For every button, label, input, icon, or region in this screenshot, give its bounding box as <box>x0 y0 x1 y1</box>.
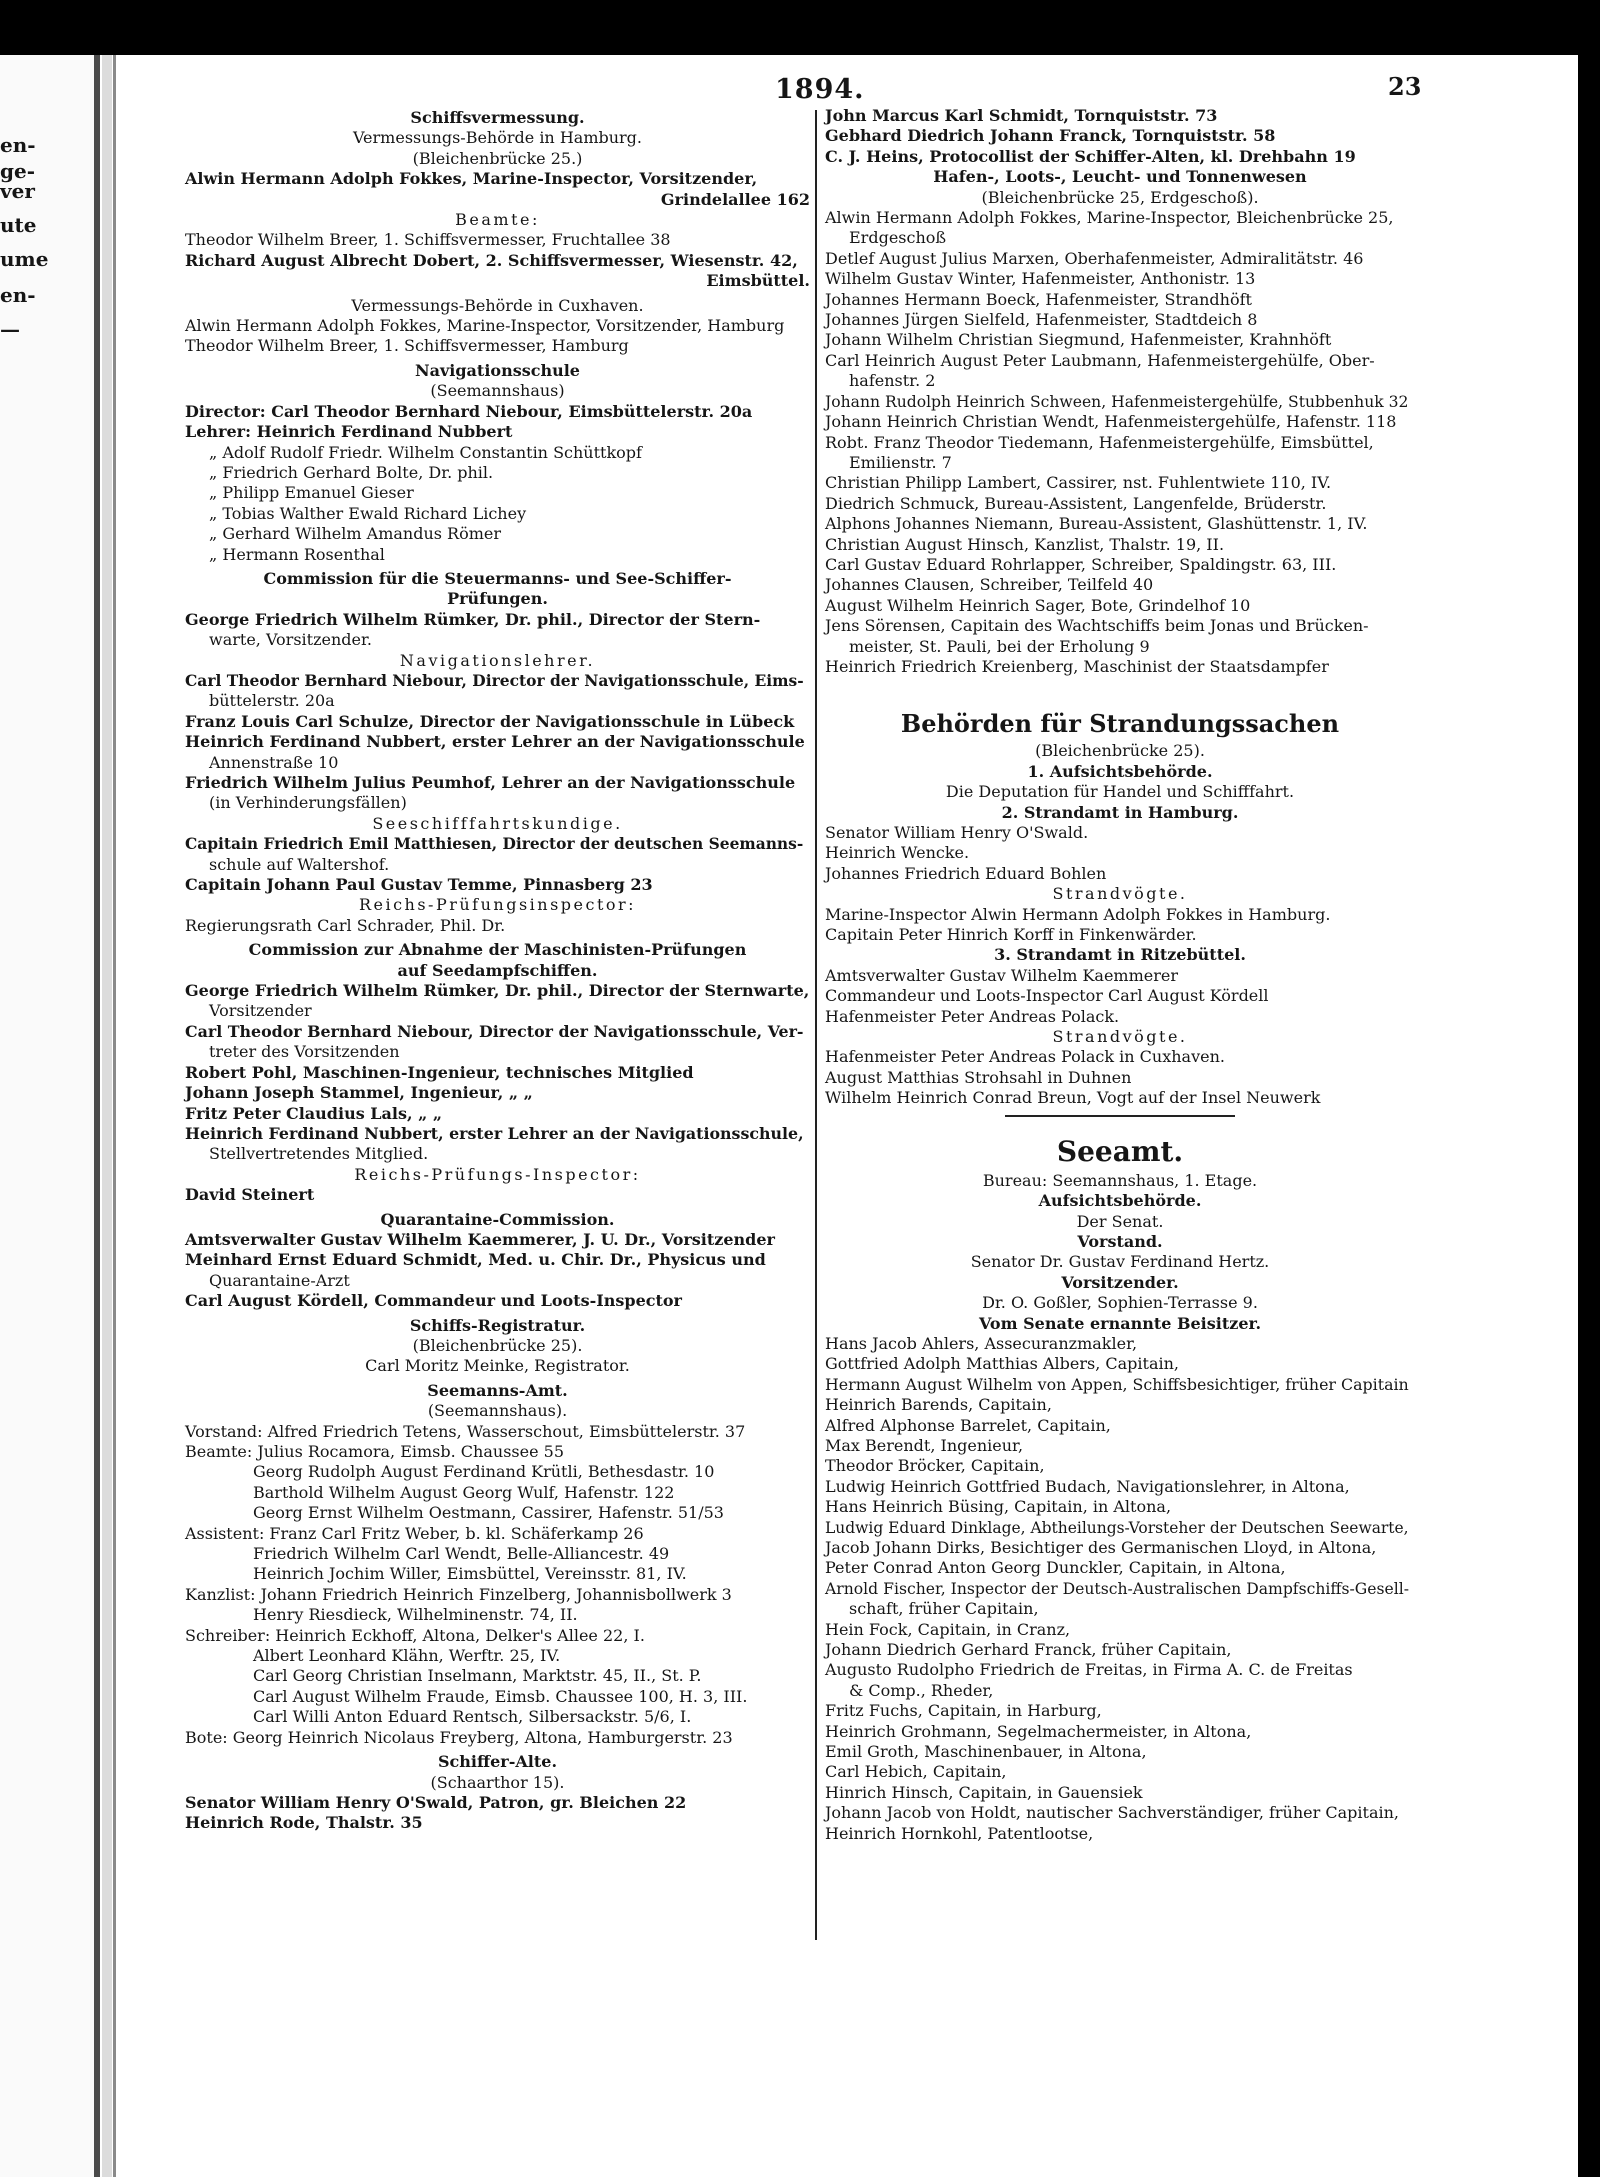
entry: Christian Philipp Lambert, Cassirer, nst. Fuhlentwiete 110, IV. <box>825 473 1332 493</box>
entry: Heinrich Grohmann, Segelmachermeister, in Altona, <box>825 1721 1252 1741</box>
entry: Vorstand: Alfred Friedrich Tetens, Wasserschout, Eimsbüttelerstr. 37 <box>185 1421 746 1441</box>
address: (Bleichenbrücke 25). <box>1035 741 1205 761</box>
entry: Theodor Wilhelm Breer, 1. Schiffsvermesser, Fruchtallee 38 <box>185 230 671 250</box>
entry: Heinrich Hornkohl, Patentlootse, <box>825 1823 1094 1843</box>
entry: Johannes Jürgen Sielfeld, Hafenmeister, Stadtdeich 8 <box>825 310 1258 330</box>
entry: Assistent: Franz Carl Fritz Weber, b. kl. Schäferkamp 26 <box>185 1523 644 1543</box>
entry: Carl Hebich, Capitain, <box>825 1762 1007 1782</box>
entry: Carl August Kördell, Commandeur und Loots-Inspector <box>185 1291 682 1311</box>
entry: Arnold Fischer, Inspector der Deutsch-Australischen Dampfschiffs-Gesell- <box>825 1579 1409 1598</box>
entry: George Friedrich Wilhelm Rümker, Dr. phil., Director der Sternwarte, <box>185 981 810 1001</box>
entry: Carl Georg Christian Inselmann, Marktstr. 45, II., St. P. <box>253 1666 702 1686</box>
entry: Amtsverwalter Gustav Wilhelm Kaemmerer <box>825 965 1178 985</box>
section-title: Schiffsvermessung. <box>410 108 585 127</box>
entry: Beamte: Julius Rocamora, Eimsb. Chaussee 55 <box>185 1442 564 1461</box>
entry: Johann Wilhelm Christian Siegmund, Hafenmeister, Krahnhöft <box>825 330 1332 350</box>
entry: Carl August Wilhelm Fraude, Eimsb. Chaussee 100, H. 3, III. <box>253 1686 748 1706</box>
section-title: Schiffs-Registratur. <box>409 1315 586 1335</box>
entry: Wilhelm Heinrich Conrad Breun, Vogt auf der Insel Neuwerk <box>825 1088 1321 1108</box>
entry: George Friedrich Wilhelm Rümker, Dr. phil., Director der Stern- <box>185 609 761 629</box>
address: (Seemannshaus). <box>427 1401 568 1421</box>
entry-continuation: Grindelallee 162 <box>660 189 810 209</box>
entry: Carl Theodor Bernhard Niebour, Director der Navigationsschule, Ver- <box>185 1021 804 1041</box>
entry: Heinrich Friedrich Kreienberg, Maschinist der Staatsdampfer <box>825 656 1329 676</box>
subsection-title: 2. Strandamt in Hamburg. <box>1001 802 1239 822</box>
entry: Capitain Johann Paul Gustav Temme, Pinnasberg 23 <box>185 875 653 895</box>
entry-continuation: Quarantaine-Arzt <box>209 1270 350 1290</box>
entry: Hein Fock, Capitain, in Cranz, <box>825 1619 1071 1639</box>
address: (Bleichenbrücke 25). <box>412 1335 583 1355</box>
subsection-title: Aufsichtsbehörde. <box>1038 1191 1202 1211</box>
entry: Heinrich Jochim Willer, Eimsbüttel, Vereinsstr. 81, IV. <box>253 1564 687 1584</box>
entry: John Marcus Karl Schmidt, Tornquiststr. 73 <box>825 106 1218 125</box>
entry: Hermann August Wilhelm von Appen, Schiffsbesichtiger, früher Capitain <box>825 1374 1409 1394</box>
entry: Kanzlist: Johann Friedrich Heinrich Finzelberg, Johannisbollwerk 3 <box>185 1584 732 1604</box>
entry: Ludwig Eduard Dinklage, Abtheilungs-Vorsteher der Deutschen Seewarte, <box>825 1518 1409 1537</box>
subsection-title: 1. Aufsichtsbehörde. <box>1027 761 1213 781</box>
entry: David Steinert <box>185 1185 315 1205</box>
subsection-label: Beamte: <box>455 210 540 230</box>
subsection-label: Reichs-Prüfungsinspector: <box>358 895 637 915</box>
right-column <box>825 106 1415 1844</box>
entry: Wilhelm Gustav Winter, Hafenmeister, Anthonistr. 13 <box>825 269 1256 289</box>
entry: Theodor Wilhelm Breer, 1. Schiffsvermesser, Hamburg <box>185 336 629 356</box>
address: Bureau: Seemannshaus, 1. Etage. <box>982 1170 1258 1190</box>
entry: Augusto Rudolpho Friedrich de Freitas, in Firma A. C. de Freitas <box>825 1660 1353 1680</box>
entry: Johannes Friedrich Eduard Bohlen <box>825 863 1107 883</box>
address: (Bleichenbrücke 25.) <box>412 148 583 168</box>
entry: Robt. Franz Theodor Tiedemann, Hafenmeistergehülfe, Eimsbüttel, <box>825 432 1374 452</box>
subsection-label: Navigationslehrer. <box>399 650 596 670</box>
entry: „ Hermann Rosenthal <box>209 544 385 564</box>
entry: Hafenmeister Peter Andreas Polack in Cuxhaven. <box>825 1047 1225 1067</box>
entry: Amtsverwalter Gustav Wilhelm Kaemmerer, J. U. Dr., Vorsitzender <box>185 1229 775 1249</box>
subsection-title: Vorstand. <box>1077 1231 1163 1251</box>
address: (Seemannshaus) <box>430 381 565 401</box>
entry: C. J. Heins, Protocollist der Schiffer-Alten, kl. Drehbahn 19 <box>825 146 1356 166</box>
entry: Capitain Peter Hinrich Korff in Finkenwärder. <box>825 925 1197 945</box>
subsection-title: 3. Strandamt in Ritzebüttel. <box>994 945 1246 965</box>
entry: Senator William Henry O'Swald. <box>825 823 1089 842</box>
section-title: Commission für die Steuermanns- und See-Schiffer- <box>263 568 732 588</box>
entry: August Matthias Strohsahl in Duhnen <box>825 1067 1132 1087</box>
entry: „ Gerhard Wilhelm Amandus Römer <box>209 524 502 544</box>
subsection-title: Vermessungs-Behörde in Hamburg. <box>352 128 643 148</box>
left-column <box>185 108 810 1834</box>
entry: „ Philipp Emanuel Gieser <box>209 483 414 503</box>
entry: Johannes Clausen, Schreiber, Teilfeld 40 <box>825 575 1154 595</box>
column-divider <box>815 110 817 1940</box>
prev-page-fragment: — <box>0 317 20 341</box>
prev-page-fragment: ge- <box>0 159 36 183</box>
entry: Johann Diedrich Gerhard Franck, früher Capitain, <box>825 1640 1232 1660</box>
entry-continuation: warte, Vorsitzender. <box>209 630 372 650</box>
entry: Hans Jacob Ahlers, Assecuranzmakler, <box>825 1333 1138 1353</box>
subsection-label: Reichs-Prüfungs-Inspector: <box>354 1164 641 1184</box>
entry: Friedrich Wilhelm Carl Wendt, Belle-Alliancestr. 49 <box>253 1544 670 1564</box>
entry: Christian August Hinsch, Kanzlist, Thalstr. 19, II. <box>825 534 1225 554</box>
entry: Jens Sörensen, Capitain des Wachtschiffs beim Jonas und Brücken- <box>825 616 1369 636</box>
prev-page-fragment: ute <box>0 213 37 237</box>
entry: Carl Theodor Bernhard Niebour, Director der Navigationsschule, Eims- <box>185 670 804 690</box>
entry-continuation: Vorsitzender <box>209 1001 312 1021</box>
section-title: Navigationsschule <box>415 360 580 380</box>
entry: „ Adolf Rudolf Friedr. Wilhelm Constantin Schüttkopf <box>209 442 642 462</box>
section-title: Seemanns-Amt. <box>427 1380 568 1400</box>
entry: Carl Heinrich August Peter Laubmann, Hafenmeistergehülfe, Ober- <box>825 350 1375 370</box>
subsection-label: Seeschifffahrtskundige. <box>372 813 623 833</box>
entry: Heinrich Barends, Capitain, <box>825 1395 1052 1415</box>
address: (Schaarthor 15). <box>430 1772 565 1792</box>
entry: Peter Conrad Anton Georg Dunckler, Capitain, in Altona, <box>825 1558 1286 1578</box>
entry: Barthold Wilhelm August Georg Wulf, Hafenstr. 122 <box>253 1482 675 1502</box>
entry: Alphons Johannes Niemann, Bureau-Assistent, Glashüttenstr. 1, IV. <box>825 514 1368 534</box>
address: (Bleichenbrücke 25, Erdgeschoß). <box>981 187 1259 207</box>
entry: August Wilhelm Heinrich Sager, Bote, Grindelhof 10 <box>825 595 1251 615</box>
entry: Detlef August Julius Marxen, Oberhafenmeister, Admiralitätstr. 46 <box>825 248 1364 268</box>
entry-continuation: Stellvertretendes Mitglied. <box>209 1144 429 1164</box>
entry: Der Senat. <box>1076 1211 1164 1231</box>
subsection-label: Strandvögte. <box>1052 1027 1188 1047</box>
entry: „ Friedrich Gerhard Bolte, Dr. phil. <box>209 462 494 482</box>
entry: Regierungsrath Carl Schrader, Phil. Dr. <box>185 915 506 935</box>
entry-continuation: meister, St. Pauli, bei der Erholung 9 <box>849 636 1150 656</box>
section-title: Hafen-, Loots-, Leucht- und Tonnenwesen <box>933 167 1307 187</box>
entry: Alwin Hermann Adolph Fokkes, Marine-Inspector, Vorsitzender, <box>185 169 758 189</box>
entry: Gebhard Diedrich Johann Franck, Tornquiststr. 58 <box>825 126 1276 146</box>
entry: Ludwig Heinrich Gottfried Budach, Navigationslehrer, in Altona, <box>825 1476 1350 1496</box>
entry: Lehrer: Heinrich Ferdinand Nubbert <box>185 422 513 442</box>
entry-continuation: schule auf Waltershof. <box>209 854 390 874</box>
previous-page-edge <box>0 55 96 2177</box>
entry: Fritz Fuchs, Capitain, in Harburg, <box>825 1701 1102 1721</box>
entry: Alwin Hermann Adolph Fokkes, Marine-Inspector, Bleichenbrücke 25, <box>825 208 1394 228</box>
entry-continuation: & Comp., Rheder, <box>849 1680 994 1700</box>
entry: Fritz Peter Claudius Lals, „ „ <box>185 1103 443 1123</box>
entry-continuation: büttelerstr. 20a <box>209 691 335 711</box>
entry: Franz Louis Carl Schulze, Director der Navigationsschule in Lübeck <box>185 711 795 731</box>
entry: Diedrich Schmuck, Bureau-Assistent, Langenfelde, Brüderstr. <box>825 493 1327 513</box>
entry: „ Tobias Walther Ewald Richard Lichey <box>209 503 527 523</box>
entry: Johannes Hermann Boeck, Hafenmeister, Strandhöft <box>825 289 1252 309</box>
section-title: Quarantaine-Commission. <box>380 1209 615 1229</box>
entry: Schreiber: Heinrich Eckhoff, Altona, Delker's Allee 22, I. <box>185 1625 645 1645</box>
entry: Die Deputation für Handel und Schifffahrt. <box>945 782 1295 802</box>
entry: Director: Carl Theodor Bernhard Niebour, Eimsbüttelerstr. 20a <box>185 401 753 421</box>
entry-continuation: treter des Vorsitzenden <box>209 1042 400 1062</box>
scan-border-right <box>1578 0 1600 2177</box>
entry: Hinrich Hinsch, Capitain, in Gauensiek <box>825 1782 1143 1802</box>
entry-continuation: schaft, früher Capitain, <box>849 1599 1039 1619</box>
prev-page-fragment: ume <box>0 247 49 271</box>
entry: Senator William Henry O'Swald, Patron, gr. Bleichen 22 <box>185 1792 687 1812</box>
entry-continuation: Emilienstr. 7 <box>849 452 952 472</box>
section-title: Prüfungen. <box>447 589 548 609</box>
entry: Hans Heinrich Büsing, Capitain, in Altona, <box>825 1497 1172 1517</box>
entry: Heinrich Wencke. <box>825 843 970 863</box>
entry: Johann Joseph Stammel, Ingenieur, „ „ <box>185 1083 533 1103</box>
entry: Georg Ernst Wilhelm Oestmann, Cassirer, Hafenstr. 51/53 <box>253 1503 724 1523</box>
entry-continuation: Eimsbüttel. <box>706 271 810 291</box>
entry: Johann Heinrich Christian Wendt, Hafenmeistergehülfe, Hafenstr. 118 <box>825 412 1397 432</box>
entry-continuation: Erdgeschoß <box>849 228 947 248</box>
page-number: 23 <box>1388 72 1422 101</box>
entry: Richard August Albrecht Dobert, 2. Schiffsvermesser, Wiesenstr. 42, <box>185 250 798 270</box>
entry: Alwin Hermann Adolph Fokkes, Marine-Inspector, Vorsitzender, Hamburg <box>185 316 785 336</box>
entry: Heinrich Rode, Thalstr. 35 <box>185 1813 423 1833</box>
entry: Emil Groth, Maschinenbauer, in Altona, <box>825 1742 1147 1762</box>
entry-continuation: (in Verhinderungsfällen) <box>209 793 407 813</box>
entry: Carl Gustav Eduard Rohrlapper, Schreiber, Spaldingstr. 63, III. <box>825 554 1337 574</box>
subsection-title: Vermessungs-Behörde in Cuxhaven. <box>351 295 644 315</box>
entry: Bote: Georg Heinrich Nicolaus Freyberg, Altona, Hamburgerstr. 23 <box>185 1727 733 1747</box>
entry: Theodor Bröcker, Capitain, <box>825 1456 1045 1476</box>
entry: Carl Willi Anton Eduard Rentsch, Silbersackstr. 5/6, I. <box>253 1707 692 1727</box>
entry: Alfred Alphonse Barrelet, Capitain, <box>825 1415 1111 1435</box>
entry: Johann Jacob von Holdt, nautischer Sachverständiger, früher Capitain, <box>825 1803 1399 1823</box>
entry-continuation: hafenstr. 2 <box>849 371 936 391</box>
entry: Capitain Friedrich Emil Matthiesen, Director der deutschen Seemanns- <box>185 835 804 854</box>
entry: Georg Rudolph August Ferdinand Krütli, Bethesdastr. 10 <box>253 1462 715 1482</box>
entry: Gottfried Adolph Matthias Albers, Capitain, <box>825 1354 1180 1374</box>
section-title: Seeamt. <box>1056 1134 1184 1168</box>
subsection-title: Vom Senate ernannte Beisitzer. <box>978 1313 1262 1333</box>
prev-page-fragment: en- <box>0 283 36 307</box>
entry: Johann Rudolph Heinrich Schween, Hafenmeistergehülfe, Stubbenhuk 32 <box>825 392 1409 411</box>
entry: Heinrich Ferdinand Nubbert, erster Lehrer an der Navigationsschule, <box>185 1123 804 1143</box>
section-title: Commission zur Abnahme der Maschinisten-Prüfungen <box>248 940 747 960</box>
entry: Hafenmeister Peter Andreas Polack. <box>825 1006 1120 1026</box>
section-title: auf Seedampfschiffen. <box>397 960 598 980</box>
entry: Carl Moritz Meinke, Registrator. <box>365 1356 630 1376</box>
entry: Max Berendt, Ingenieur, <box>825 1435 1024 1455</box>
binding-gutter <box>102 55 112 2177</box>
section-rule <box>1005 1115 1235 1117</box>
entry: Friedrich Wilhelm Julius Peumhof, Lehrer an der Navigationsschule <box>185 773 796 792</box>
entry: Robert Pohl, Maschinen-Ingenieur, technisches Mitglied <box>185 1062 694 1082</box>
section-title: Schiffer-Alte. <box>437 1752 558 1772</box>
binding-gutter <box>94 55 100 2177</box>
entry: Jacob Johann Dirks, Besichtiger des Germanischen Lloyd, in Altona, <box>825 1538 1377 1557</box>
entry: Albert Leonhard Klähn, Werftr. 25, IV. <box>253 1646 561 1666</box>
entry: Meinhard Ernst Eduard Schmidt, Med. u. Chir. Dr., Physicus und <box>185 1250 766 1270</box>
entry: Henry Riesdieck, Wilhelminenstr. 74, II. <box>253 1605 578 1625</box>
entry-continuation: Annenstraße 10 <box>209 752 339 772</box>
entry: Commandeur und Loots-Inspector Carl August Kördell <box>825 986 1269 1006</box>
binding-gutter <box>113 55 116 2177</box>
scan-border-top <box>0 0 1600 55</box>
entry: Dr. O. Goßler, Sophien-Terrasse 9. <box>982 1293 1258 1313</box>
section-title: Behörden für Strandungssachen <box>900 709 1340 739</box>
prev-page-fragment: en- <box>0 133 36 157</box>
prev-page-fragment: ver <box>0 179 35 203</box>
subsection-label: Strandvögte. <box>1052 884 1188 904</box>
subsection-title: Vorsitzender. <box>1061 1272 1179 1292</box>
entry: Heinrich Ferdinand Nubbert, erster Lehrer an der Navigationsschule <box>185 732 805 752</box>
page-year: 1894. <box>775 74 865 105</box>
entry: Marine-Inspector Alwin Hermann Adolph Fokkes in Hamburg. <box>825 904 1331 924</box>
entry: Senator Dr. Gustav Ferdinand Hertz. <box>970 1252 1270 1272</box>
